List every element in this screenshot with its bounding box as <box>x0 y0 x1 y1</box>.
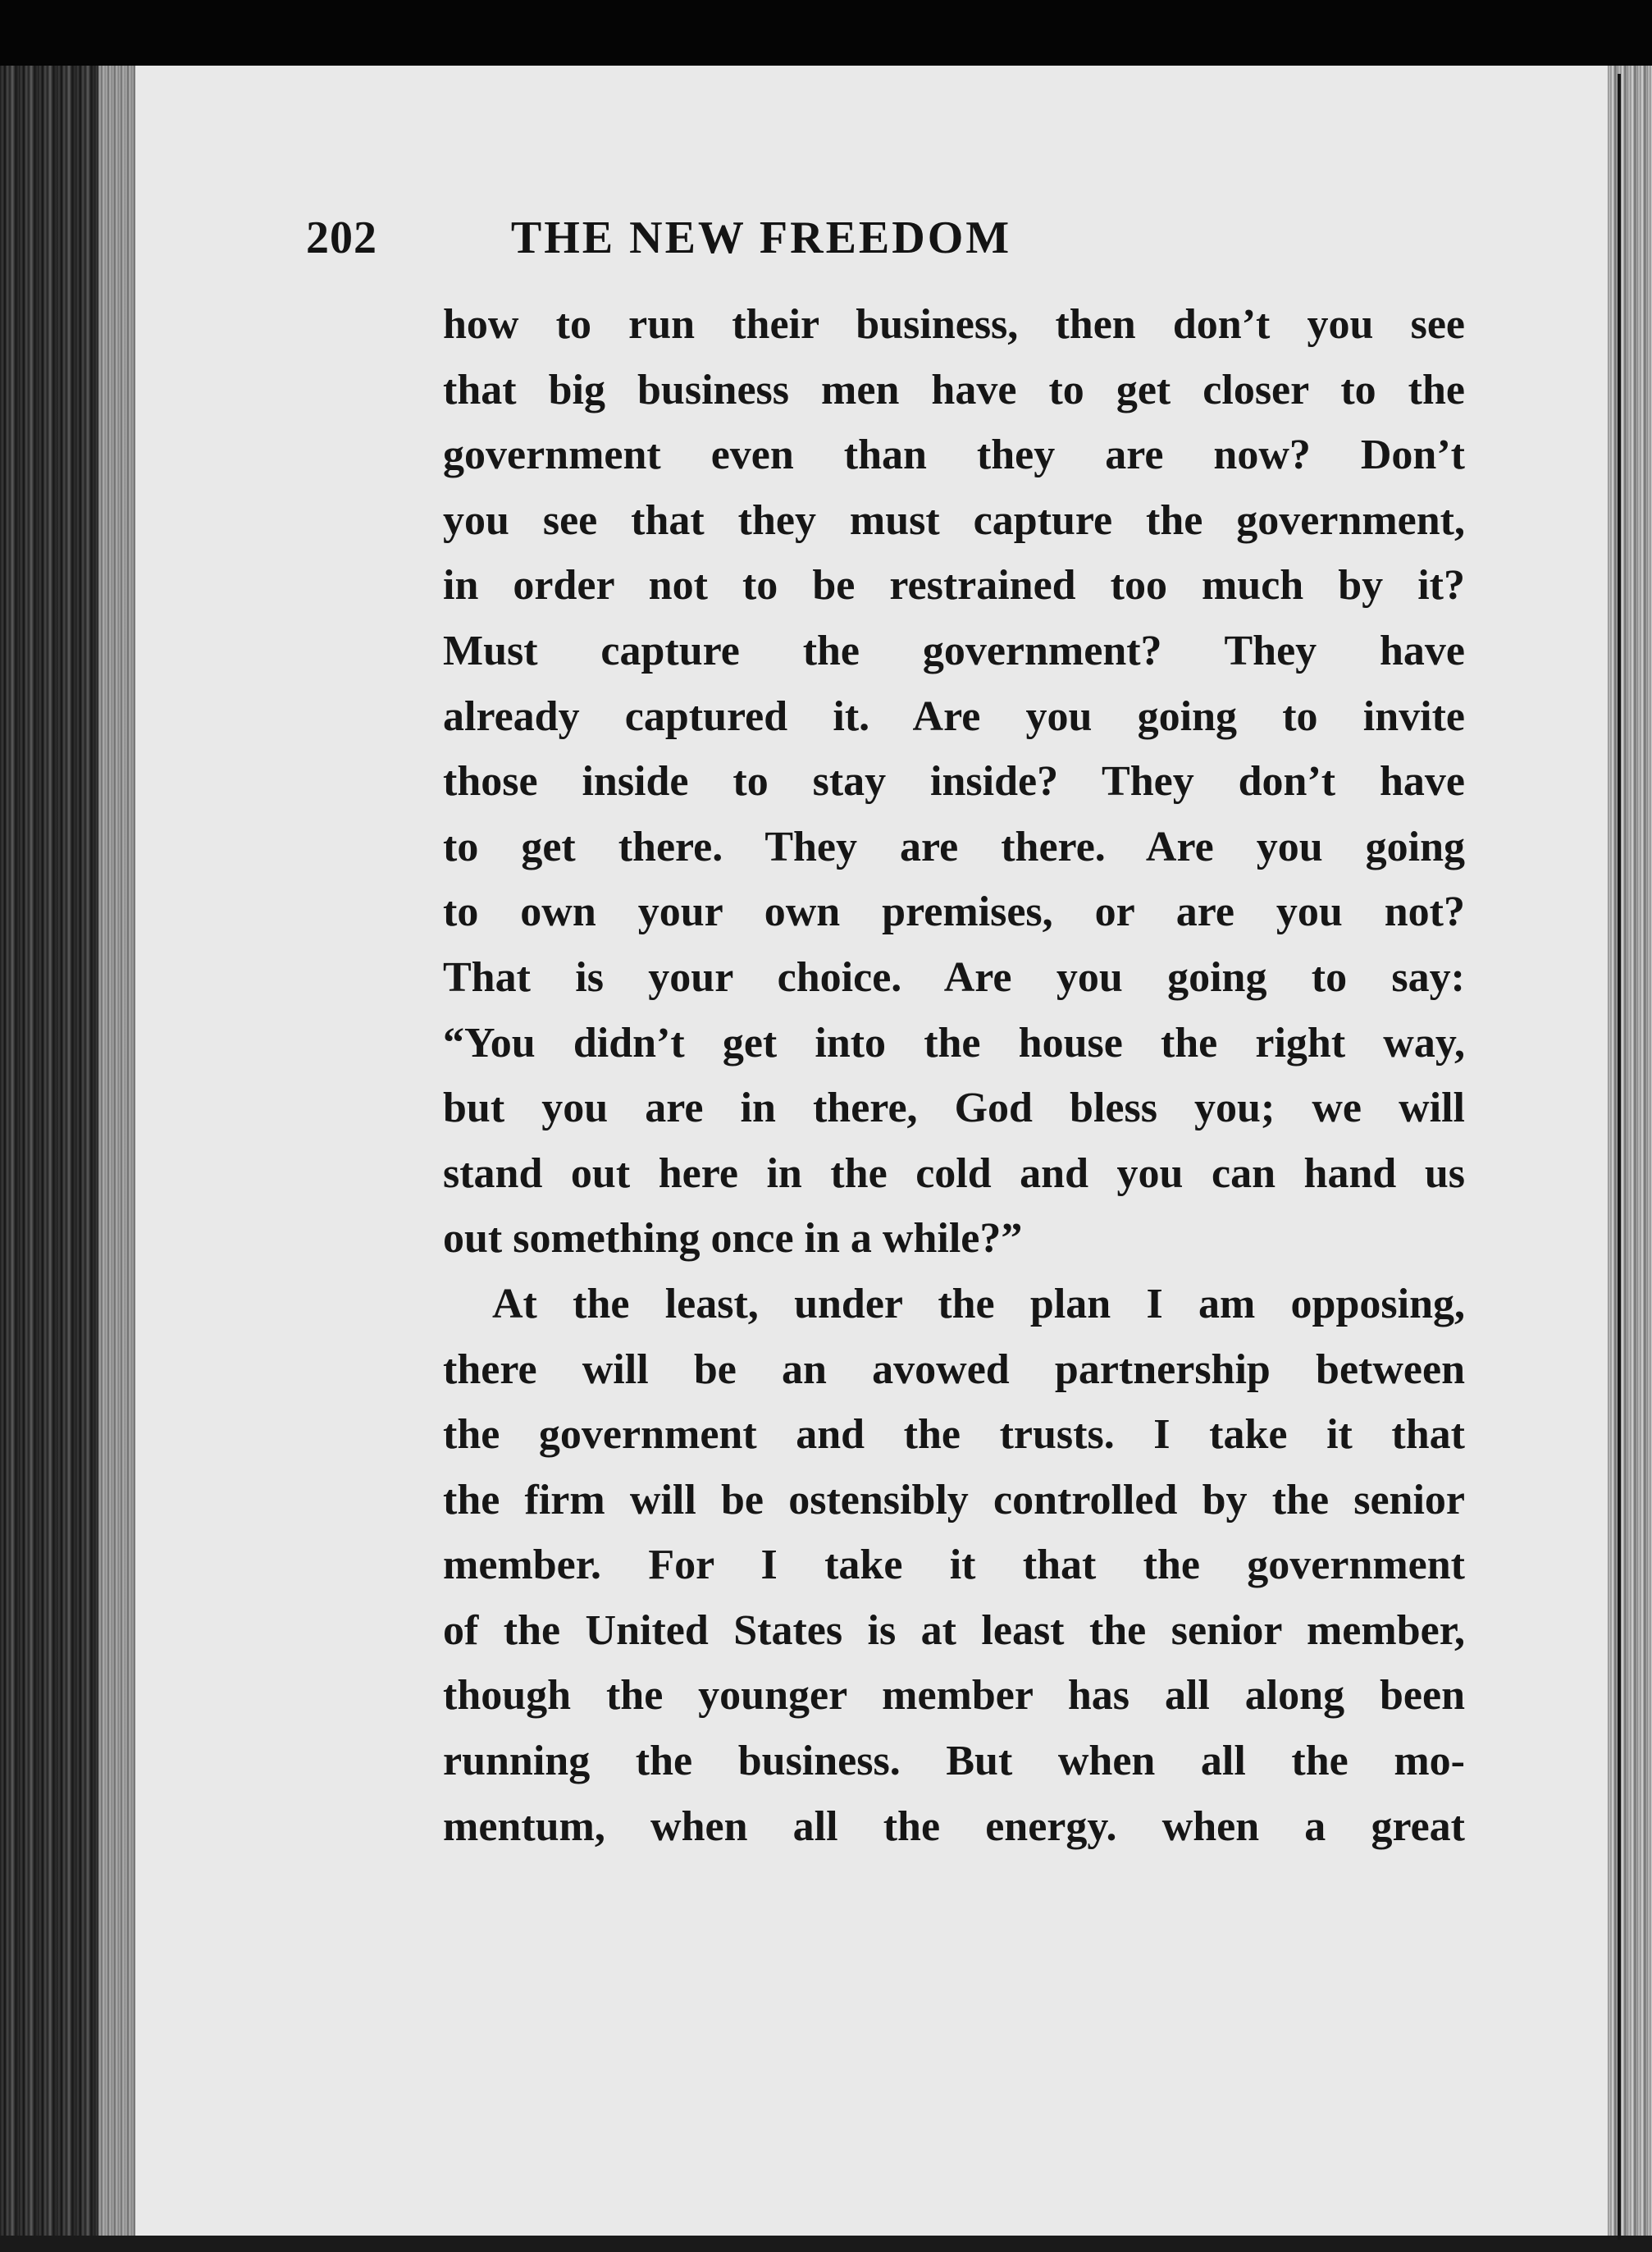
book-page-edges-left <box>98 66 135 2252</box>
text-line: running the business. But when all the mo- <box>443 1738 1465 1785</box>
text-line: you see that they must capture the government, <box>443 496 1465 544</box>
text-line: mentum, when all the energy. when a great <box>443 1802 1465 1850</box>
text-line: to get there. They are there. Are you going <box>443 823 1465 870</box>
text-line: in order not to be restrained too much by it? <box>443 562 1465 610</box>
text-line: “You didn’t get into the house the right way, <box>443 1019 1465 1067</box>
text-line: there will be an avowed partnership between <box>443 1345 1465 1393</box>
text-line: those inside to stay inside? They don’t have <box>443 758 1465 806</box>
text-line: Must capture the government? They have <box>443 627 1465 674</box>
text-line: that big business men have to get closer to the <box>443 366 1465 413</box>
text-line: the government and the trusts. I take it that <box>443 1411 1465 1459</box>
text-line: government even than they are now? Don’t <box>443 432 1465 479</box>
text-line: That is your choice. Are you going to say: <box>443 953 1465 1001</box>
scanner-bottom-band <box>0 2236 1652 2252</box>
text-line: member. For I take it that the government <box>443 1542 1465 1589</box>
text-line: the firm will be ostensibly controlled by the senior <box>443 1476 1465 1523</box>
running-title: THE NEW FREEDOM <box>510 212 1012 263</box>
text-line: already captured it. Are you going to invite <box>443 692 1465 740</box>
page-right-border <box>1618 74 1621 2240</box>
page-number: 202 <box>306 212 377 263</box>
text-line: to own your own premises, or are you not? <box>443 888 1465 936</box>
text-line: At the least, under the plan I am opposing, <box>492 1280 1465 1327</box>
text-line: stand out here in the cold and you can hand us <box>443 1149 1465 1197</box>
text-line: though the younger member has all along been <box>443 1672 1465 1720</box>
text-line: how to run their business, then don’t you see <box>443 301 1465 348</box>
book-page-edges-right <box>1608 66 1652 2252</box>
running-header <box>306 212 1216 277</box>
body-text <box>443 292 1465 1859</box>
scanner-top-band <box>0 0 1652 66</box>
text-line: out something once in a while?” <box>443 1215 1023 1263</box>
text-line: but you are in there, God bless you; we will <box>443 1085 1465 1132</box>
text-line: of the United States is at least the senior member, <box>443 1606 1465 1654</box>
